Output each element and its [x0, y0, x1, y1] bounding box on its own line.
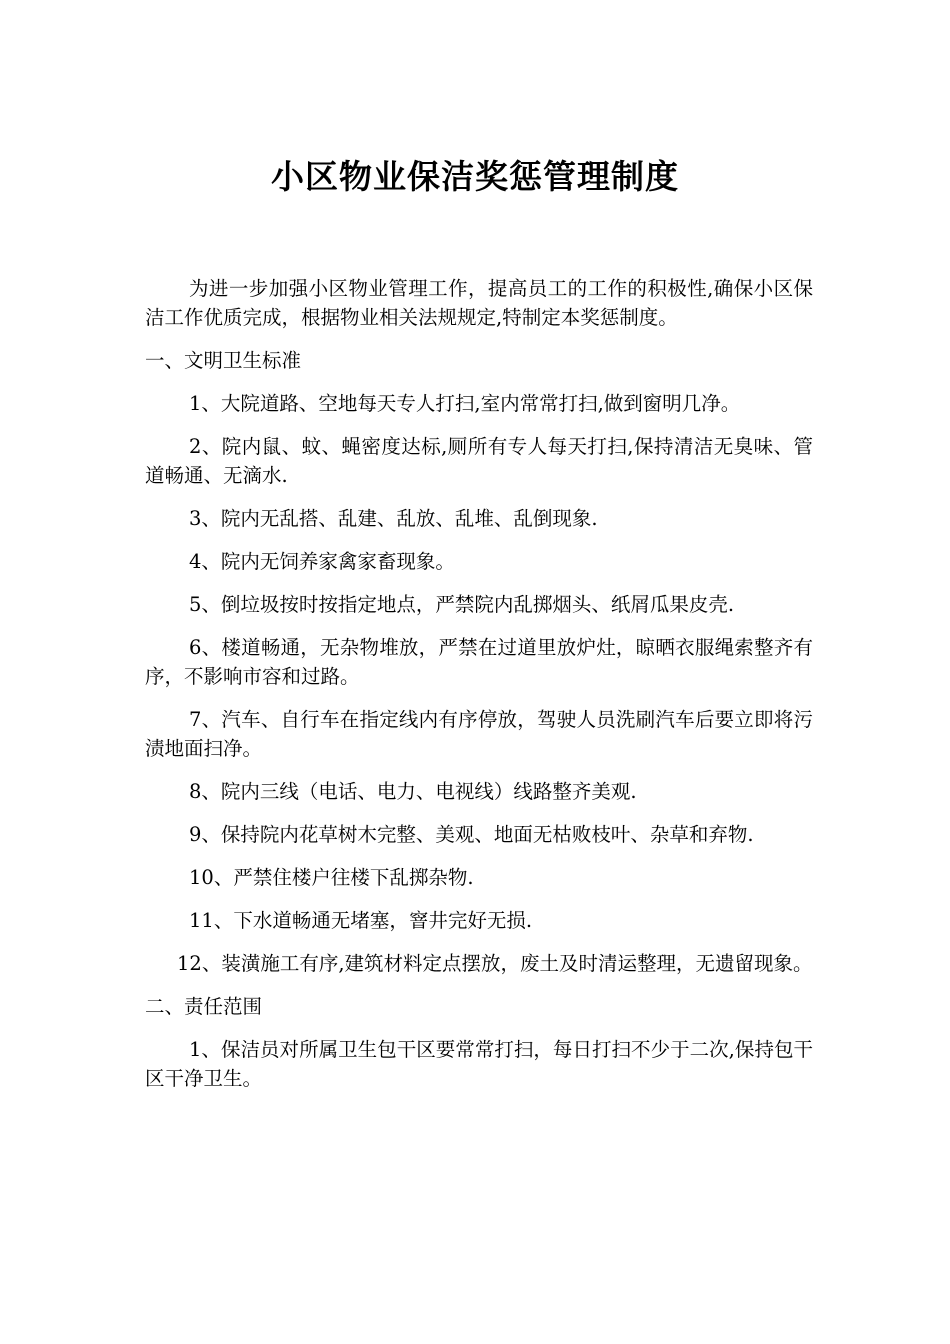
standard-item: 3、院内无乱搭、乱建、乱放、乱堆、乱倒现象. [189, 507, 598, 530]
standard-item: 2、院内鼠、蚊、蝇密度达标,厕所有专人每天打扫,保持清洁无臭味、管道畅通、无滴水. [145, 435, 813, 487]
document-body [145, 274, 813, 1107]
standard-item: 4、院内无饲养家禽家畜现象。 [189, 550, 455, 573]
standard-item: 1、大院道路、空地每天专人打扫,室内常常打扫,做到窗明几净。 [189, 392, 741, 415]
standard-item: 8、院内三线（电话、电力、电视线）线路整齐美观. [189, 780, 637, 803]
standard-item: 12、装潢施工有序,建筑材料定点摆放，废土及时清运整理，无遗留现象。 [177, 952, 813, 975]
standard-item: 5、倒垃圾按时按指定地点，严禁院内乱掷烟头、纸屑瓜果皮壳. [189, 593, 735, 616]
section-heading-responsibility-scope: 二、责任范围 [145, 995, 263, 1018]
standard-item: 7、汽车、自行车在指定线内有序停放，驾驶人员洗刷汽车后要立即将污渍地面扫净。 [145, 708, 813, 760]
responsibility-item: 1、保洁员对所属卫生包干区要常常打扫，每日打扫不少于二次,保持包干区干净卫生。 [145, 1038, 813, 1090]
section-heading-hygiene-standards: 一、文明卫生标准 [145, 349, 302, 372]
standard-item: 9、保持院内花草树木完整、美观、地面无枯败枝叶、杂草和弃物. [189, 823, 754, 846]
standard-item: 6、楼道畅通，无杂物堆放，严禁在过道里放炉灶，晾晒衣服绳索整齐有序，不影响市容和过路。 [145, 636, 813, 688]
document-title: 小区物业保洁奖惩管理制度 [271, 157, 679, 196]
standard-item: 10、严禁住楼户往楼下乱掷杂物. [189, 866, 474, 889]
standard-item: 11、下水道畅通无堵塞，窨井完好无损. [189, 909, 533, 932]
intro-paragraph: 为进一步加强小区物业管理工作，提高员工的工作的积极性,确保小区保洁工作优质完成，根据物业相关法规规定,特制定本奖惩制度。 [145, 277, 813, 329]
